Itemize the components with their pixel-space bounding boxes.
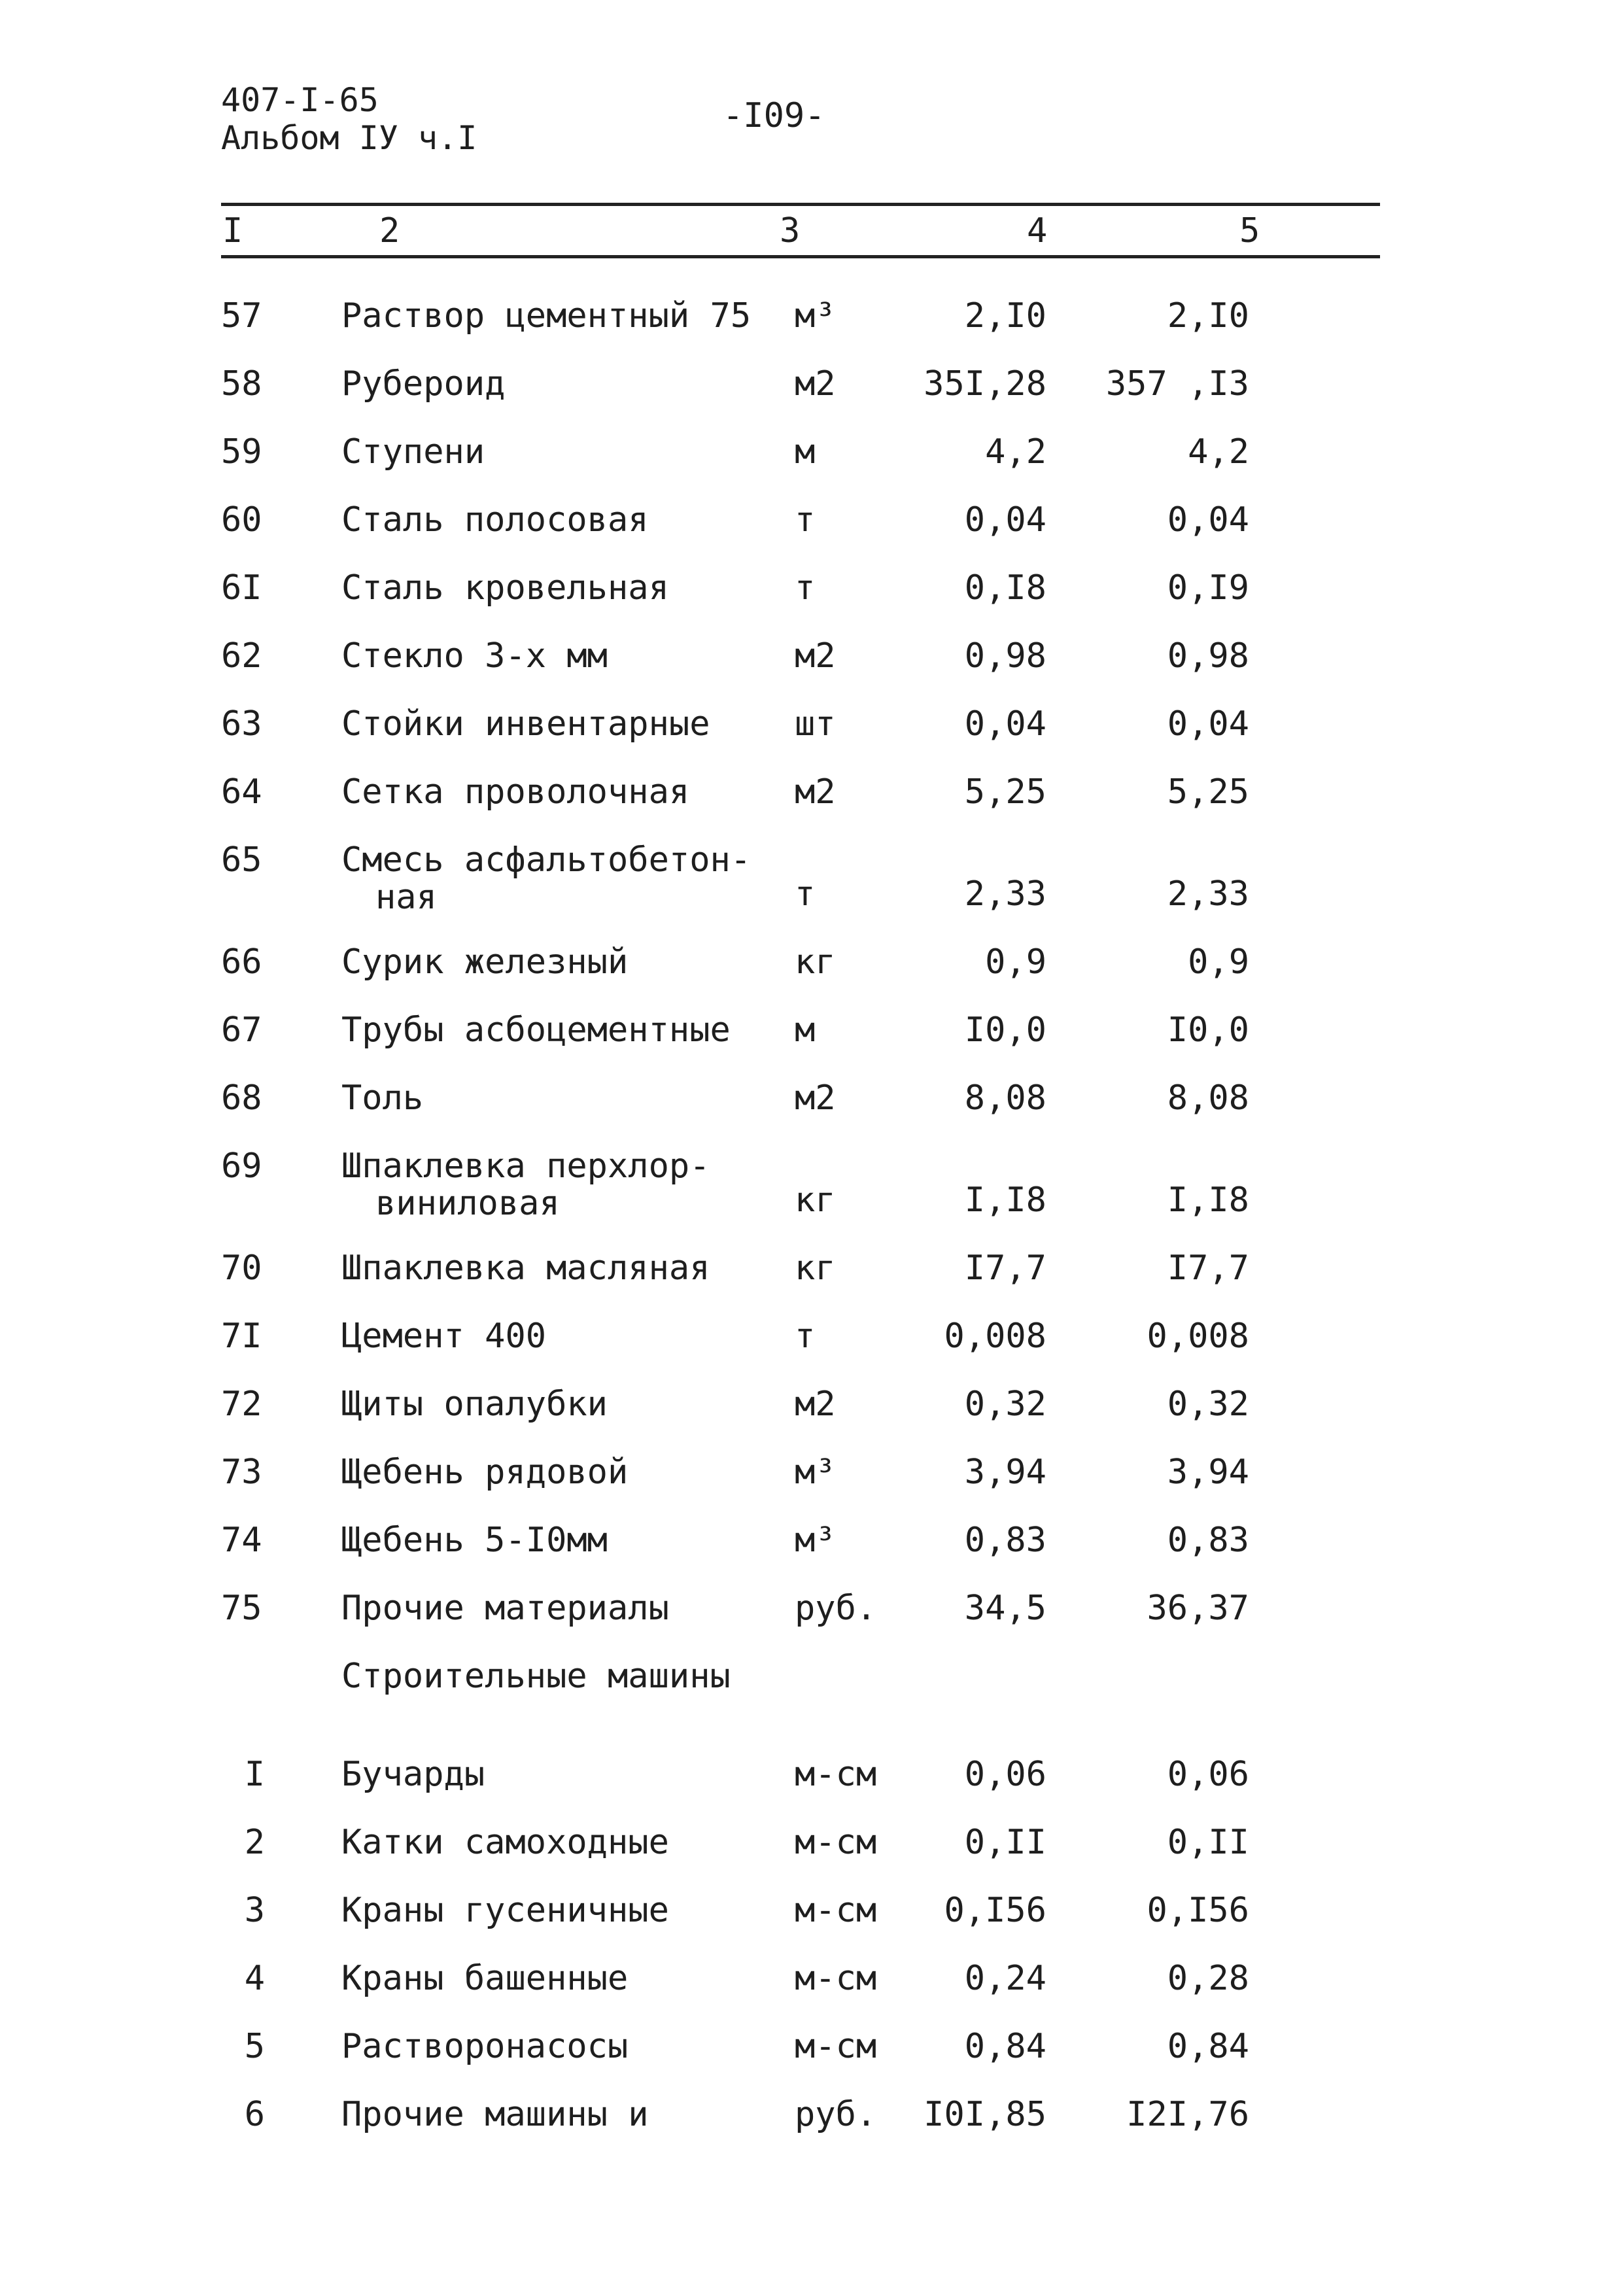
material-row — [0, 840, 1624, 942]
material-row — [0, 1520, 1624, 1588]
material-row — [0, 1010, 1624, 1078]
item-name — [341, 1010, 760, 1050]
item-value-col4: I0I,85 — [924, 2095, 1046, 2134]
material-row — [0, 772, 1624, 840]
item-value-col5: 0,32 — [1167, 1385, 1249, 1424]
machine-row — [0, 1890, 1624, 1958]
item-value-col5: I,I8 — [1167, 1181, 1249, 1220]
item-value-col4: 8,08 — [964, 1078, 1046, 1118]
item-number: 58 — [221, 364, 262, 404]
materials-table-body — [0, 296, 1624, 2162]
item-name-line: Щебень рядовой — [341, 1453, 629, 1492]
item-name-line: Сталь полосовая — [341, 500, 649, 540]
material-row — [0, 942, 1624, 1010]
item-value-col4: I7,7 — [964, 1249, 1046, 1288]
item-unit: м³ — [795, 1521, 836, 1560]
item-unit: м — [795, 1010, 816, 1050]
item-number: 60 — [221, 500, 262, 540]
item-name-line: Прочие машины и — [341, 2095, 649, 2134]
material-row — [0, 1384, 1624, 1452]
item-value-col5: I2I,76 — [1126, 2095, 1249, 2134]
item-number: 63 — [221, 704, 262, 744]
item-value-col4: 0,04 — [964, 500, 1046, 540]
item-value-col5: 0,98 — [1167, 636, 1249, 676]
section-heading-row — [0, 1656, 1624, 1754]
item-value-col4: 4,2 — [985, 432, 1046, 472]
column-header-3: 3 — [780, 211, 801, 250]
item-unit: м-см — [795, 1755, 877, 1794]
item-value-col4: 3,94 — [964, 1453, 1046, 1492]
item-number: I — [244, 1755, 265, 1794]
item-number: 68 — [221, 1078, 262, 1118]
item-value-col5: 2,33 — [1167, 874, 1249, 914]
item-unit: м-см — [795, 1823, 877, 1862]
item-name — [341, 432, 760, 472]
item-value-col4: 0,98 — [964, 636, 1046, 676]
item-value-col4: 34,5 — [964, 1589, 1046, 1628]
item-name — [341, 364, 760, 404]
item-unit: руб. — [795, 2095, 877, 2134]
item-name — [341, 704, 760, 744]
item-name-line: Цемент 400 — [341, 1317, 547, 1356]
machine-row — [0, 1754, 1624, 1822]
item-value-col5: 0,008 — [1147, 1317, 1249, 1356]
item-unit: м-см — [795, 1959, 877, 1998]
item-number: 64 — [221, 772, 262, 812]
item-value-col5: 357 ,I3 — [1105, 364, 1249, 404]
item-value-col4: 0,06 — [964, 1755, 1046, 1794]
machine-row — [0, 2094, 1624, 2162]
item-name — [341, 2026, 760, 2067]
item-name-line: Стойки инвентарные — [341, 704, 710, 744]
item-value-col5: 0,28 — [1167, 1959, 1249, 1998]
item-name-line: Катки самоходные — [341, 1823, 669, 1862]
item-name — [341, 1822, 760, 1863]
item-unit: м2 — [795, 364, 836, 404]
item-number: 72 — [221, 1385, 262, 1424]
item-value-col4: 0,04 — [964, 704, 1046, 744]
item-name — [341, 942, 760, 982]
item-value-col4: 0,II — [964, 1823, 1046, 1862]
item-unit: м³ — [795, 1453, 836, 1492]
item-number: 57 — [221, 296, 262, 336]
item-value-col5: 5,25 — [1167, 772, 1249, 812]
item-name-line: Бучарды — [341, 1755, 485, 1794]
material-row — [0, 1588, 1624, 1656]
item-number: 69 — [221, 1147, 262, 1186]
item-value-col5: 0,II — [1167, 1823, 1249, 1862]
item-value-col5: 0,06 — [1167, 1755, 1249, 1794]
item-unit: т — [795, 874, 816, 914]
item-value-col4: 0,9 — [985, 942, 1046, 982]
item-unit: м2 — [795, 1078, 836, 1118]
item-name — [341, 1248, 760, 1288]
page-number: -I09- — [723, 96, 825, 135]
item-name-line: Краны гусеничные — [341, 1891, 669, 1930]
item-name-line: Толь — [341, 1078, 424, 1118]
material-row — [0, 1452, 1624, 1520]
item-number: 3 — [244, 1891, 265, 1930]
material-row — [0, 432, 1624, 500]
item-number: 59 — [221, 432, 262, 472]
material-row — [0, 568, 1624, 636]
item-name — [341, 568, 760, 608]
item-name — [341, 1588, 760, 1629]
item-name — [341, 1146, 760, 1223]
item-value-col5: 0,I9 — [1167, 568, 1249, 608]
table-header-rule — [221, 255, 1380, 258]
item-value-col5: 0,04 — [1167, 704, 1249, 744]
item-value-col5: 2,I0 — [1167, 296, 1249, 336]
item-name — [341, 2094, 760, 2135]
column-header-4: 4 — [1027, 211, 1048, 250]
item-number: 67 — [221, 1010, 262, 1050]
item-unit: м2 — [795, 1385, 836, 1424]
item-value-col4: 0,008 — [944, 1317, 1046, 1356]
item-number: 74 — [221, 1521, 262, 1560]
item-name-line: Раствор цементный 75 — [341, 296, 752, 336]
item-value-col5: 0,9 — [1188, 942, 1249, 982]
document-code: 407-I-65 — [221, 81, 379, 119]
material-row — [0, 704, 1624, 772]
item-name — [341, 636, 760, 676]
material-row — [0, 1146, 1624, 1248]
item-value-col5: I0,0 — [1167, 1010, 1249, 1050]
item-number: 65 — [221, 840, 262, 880]
item-name — [341, 500, 760, 540]
machine-row — [0, 1822, 1624, 1890]
item-value-col5: 36,37 — [1147, 1589, 1249, 1628]
item-value-col5: 0,83 — [1167, 1521, 1249, 1560]
item-name-line: Шпаклевка масляная — [341, 1249, 710, 1288]
item-name — [341, 1452, 760, 1493]
item-unit: м³ — [795, 296, 836, 336]
item-unit: т — [795, 1317, 816, 1356]
material-row — [0, 1078, 1624, 1146]
material-row — [0, 1248, 1624, 1316]
item-value-col4: 0,83 — [964, 1521, 1046, 1560]
item-name-line: Сталь кровельная — [341, 568, 669, 608]
item-name-line: Шпаклевка перхлор- — [341, 1147, 710, 1186]
item-value-col4: 0,24 — [964, 1959, 1046, 1998]
item-value-col5: 0,84 — [1167, 2027, 1249, 2066]
item-name-line: Щиты опалубки — [341, 1385, 608, 1424]
album-label: Альбом IУ ч.I — [221, 119, 477, 157]
item-number: 7I — [221, 1317, 262, 1356]
machine-row — [0, 1958, 1624, 2026]
item-name-line: Ступени — [341, 432, 485, 472]
material-row — [0, 364, 1624, 432]
item-name-line: Смесь асфальтобетон- — [341, 840, 752, 880]
item-number: 75 — [221, 1589, 262, 1628]
item-unit: руб. — [795, 1589, 877, 1628]
item-value-col4: 2,33 — [964, 874, 1046, 914]
item-value-col4: 2,I0 — [964, 296, 1046, 336]
item-name-line: Сурик железный — [341, 942, 629, 982]
column-header-5: 5 — [1239, 211, 1260, 250]
column-header-1: I — [222, 211, 243, 250]
item-name-line: Прочие материалы — [341, 1589, 669, 1628]
item-value-col4: 5,25 — [964, 772, 1046, 812]
item-name-continuation: виниловая — [375, 1184, 560, 1223]
item-value-col4: I0,0 — [964, 1010, 1046, 1050]
item-value-col4: 0,84 — [964, 2027, 1046, 2066]
item-name-line: Трубы асбоцементные — [341, 1010, 731, 1050]
item-name-line: Краны башенные — [341, 1959, 629, 1998]
item-unit: м — [795, 432, 816, 472]
item-number: 5 — [244, 2027, 265, 2066]
item-number: 73 — [221, 1453, 262, 1492]
item-unit: кг — [795, 1181, 836, 1220]
item-unit: т — [795, 500, 816, 540]
item-number: 2 — [244, 1823, 265, 1862]
item-value-col5: 3,94 — [1167, 1453, 1249, 1492]
table-top-rule — [221, 203, 1380, 206]
item-value-col5: 0,I56 — [1147, 1891, 1249, 1930]
item-number: 66 — [221, 942, 262, 982]
item-number: 62 — [221, 636, 262, 676]
item-name-line: Стекло 3-х мм — [341, 636, 608, 676]
item-unit: м-см — [795, 1891, 877, 1930]
item-number: 4 — [244, 1959, 265, 1998]
item-unit: кг — [795, 1249, 836, 1288]
item-value-col5: 0,04 — [1167, 500, 1249, 540]
item-name — [341, 296, 760, 336]
item-name — [341, 772, 760, 812]
item-unit: т — [795, 568, 816, 608]
material-row — [0, 636, 1624, 704]
item-name — [341, 840, 760, 917]
item-number: 6I — [221, 568, 262, 608]
item-unit: шт — [795, 704, 836, 744]
item-name — [341, 1384, 760, 1424]
item-unit: м2 — [795, 636, 836, 676]
item-name-line: Щебень 5-I0мм — [341, 1521, 608, 1560]
item-value-col5: I7,7 — [1167, 1249, 1249, 1288]
machine-row — [0, 2026, 1624, 2094]
material-row — [0, 296, 1624, 364]
item-value-col4: I,I8 — [964, 1181, 1046, 1220]
item-number: 6 — [244, 2095, 265, 2134]
item-name-continuation: ная — [375, 878, 437, 917]
item-value-col5: 8,08 — [1167, 1078, 1249, 1118]
item-name — [341, 1890, 760, 1931]
section-title: Строительные машины — [341, 1657, 731, 1696]
item-unit: м-см — [795, 2027, 877, 2066]
item-name — [341, 1754, 760, 1795]
item-name — [341, 1316, 760, 1356]
item-name-line: Сетка проволочная — [341, 772, 690, 812]
item-value-col4: 0,I56 — [944, 1891, 1046, 1930]
item-unit: м2 — [795, 772, 836, 812]
column-header-2: 2 — [379, 211, 400, 250]
item-value-col4: 35I,28 — [924, 364, 1046, 404]
item-name — [341, 1520, 760, 1561]
item-value-col5: 4,2 — [1188, 432, 1249, 472]
item-value-col4: 0,I8 — [964, 568, 1046, 608]
item-number: 70 — [221, 1249, 262, 1288]
item-name-line: Рубероид — [341, 364, 506, 404]
material-row — [0, 500, 1624, 568]
item-name — [341, 1958, 760, 1999]
item-name-line: Растворонасосы — [341, 2027, 629, 2066]
item-value-col4: 0,32 — [964, 1385, 1046, 1424]
item-name — [341, 1078, 760, 1118]
item-unit: кг — [795, 942, 836, 982]
material-row — [0, 1316, 1624, 1384]
